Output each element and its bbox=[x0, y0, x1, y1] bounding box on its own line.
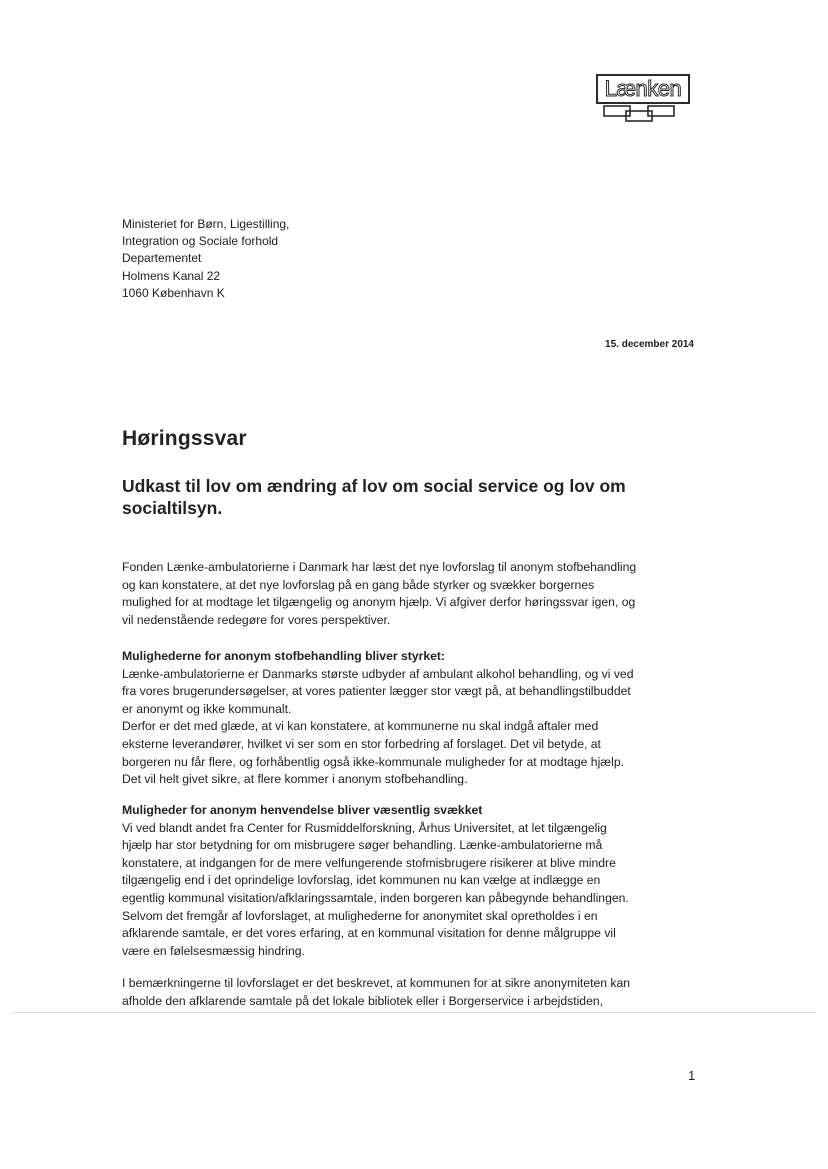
section-heading: Muligheder for anonym henvendelse bliver væsentlig svækket bbox=[122, 803, 483, 817]
text-line: Selvom det fremgår af lovforslaget, at mulighederne for anonymitet skal opretholdes i en bbox=[122, 908, 598, 923]
text-line: Lænke-ambulatorierne er Danmarks største udbyder af ambulant alkohol behandling, og vi ved bbox=[122, 666, 634, 681]
section-heading: Mulighederne for anonym stofbehandling bliver styrket: bbox=[122, 649, 446, 663]
text-line: tilgængelig end i det oprindelige lovforslag, idet kommunen nu kan vælge at indlægge en bbox=[122, 873, 601, 888]
text-line: vil nedenstående redegøre for vores perspektiver. bbox=[122, 612, 391, 627]
address-line: Ministeriet for Børn, Ligestilling, bbox=[122, 217, 290, 231]
text-line: er anonymt og ikke kommunalt. bbox=[122, 701, 292, 716]
closing-paragraph bbox=[122, 975, 696, 1010]
text-line: Derfor er det med glæde, at vi kan konstatere, at kommunerne nu skal indgå aftaler med bbox=[122, 719, 599, 734]
text-line: være en følelsesmæssig hindring. bbox=[122, 943, 305, 958]
chain-link-icon bbox=[602, 104, 680, 124]
section-weakened bbox=[122, 802, 696, 960]
laenken-logo bbox=[596, 74, 692, 130]
text-line: afholde den afklarende samtale på det lokale bibliotek eller i Borgerservice i arbejdstiden, bbox=[122, 993, 604, 1008]
address-line: 1060 København K bbox=[122, 285, 225, 300]
address-line: Integration og Sociale forhold bbox=[122, 234, 279, 249]
text-line: eksterne leverandører, hvilket vi ser som en stor forbedring af forslaget. Det vil betyde, at bbox=[122, 736, 601, 751]
address-line: Holmens Kanal 22 bbox=[122, 268, 221, 283]
letter-date: 15. december 2014 bbox=[605, 339, 694, 350]
text-line: Det vil helt givet sikre, at flere kommer i anonym stofbehandling. bbox=[122, 772, 468, 787]
text-line: hjælp har stor betydning for om misbrugere søger behandling. Lænke-ambulatorierne må bbox=[122, 838, 603, 853]
scan-divider bbox=[12, 1012, 816, 1013]
text-line: Vi ved blandt andet fra Center for Rusmiddelforskning, Århus Universitet, at let tilgængelig bbox=[122, 820, 607, 835]
text-line: konstatere, at indgangen for de mere velfungerende stofmisbrugere risikerer at blive mindre bbox=[122, 855, 616, 870]
recipient-address bbox=[122, 216, 289, 302]
text-line: borgeren nu får flere, og forhåbentlig også ikke-kommunale muligheder for at modtage hjælp. bbox=[122, 754, 625, 769]
intro-paragraph bbox=[122, 559, 696, 629]
text-line: og kan konstatere, at det nye lovforslag på en gang både styrker og svækker borgernes bbox=[122, 577, 595, 592]
text-line: I bemærkningerne til lovforslaget er det beskrevet, at kommunen for at sikre anonymiteten kan bbox=[122, 976, 631, 990]
text-line: mulighed for at modtage let tilgængelig og anonym hjælp. Vi afgiver derfor høringssvar igen, og bbox=[122, 595, 636, 610]
address-line: Departementet bbox=[122, 251, 202, 266]
text-line: egentlig kommunal visitation/afklaringssamtale, inden borgeren kan påbegynde behandlingen. bbox=[122, 890, 629, 905]
document-subtitle: Udkast til lov om ændring af lov om social service og lov om socialtilsyn. bbox=[122, 476, 626, 518]
text-line: fra vores brugerundersøgelser, at vores patienter lægger stor vægt på, at behandlingstilbuddet bbox=[122, 684, 631, 699]
page-number: 1 bbox=[688, 1068, 696, 1083]
text-line: afklarende samtale, er det vores erfaring, at en kommunal visitation for denne målgruppe vil bbox=[122, 926, 616, 941]
text-line: Fonden Lænke-ambulatorierne i Danmark har læst det nye lovforslag til anonym stofbehandling bbox=[122, 560, 637, 574]
document-title: Høringssvar bbox=[122, 427, 247, 450]
section-strengthened bbox=[122, 648, 696, 789]
logo-text: Lænken bbox=[604, 76, 682, 101]
